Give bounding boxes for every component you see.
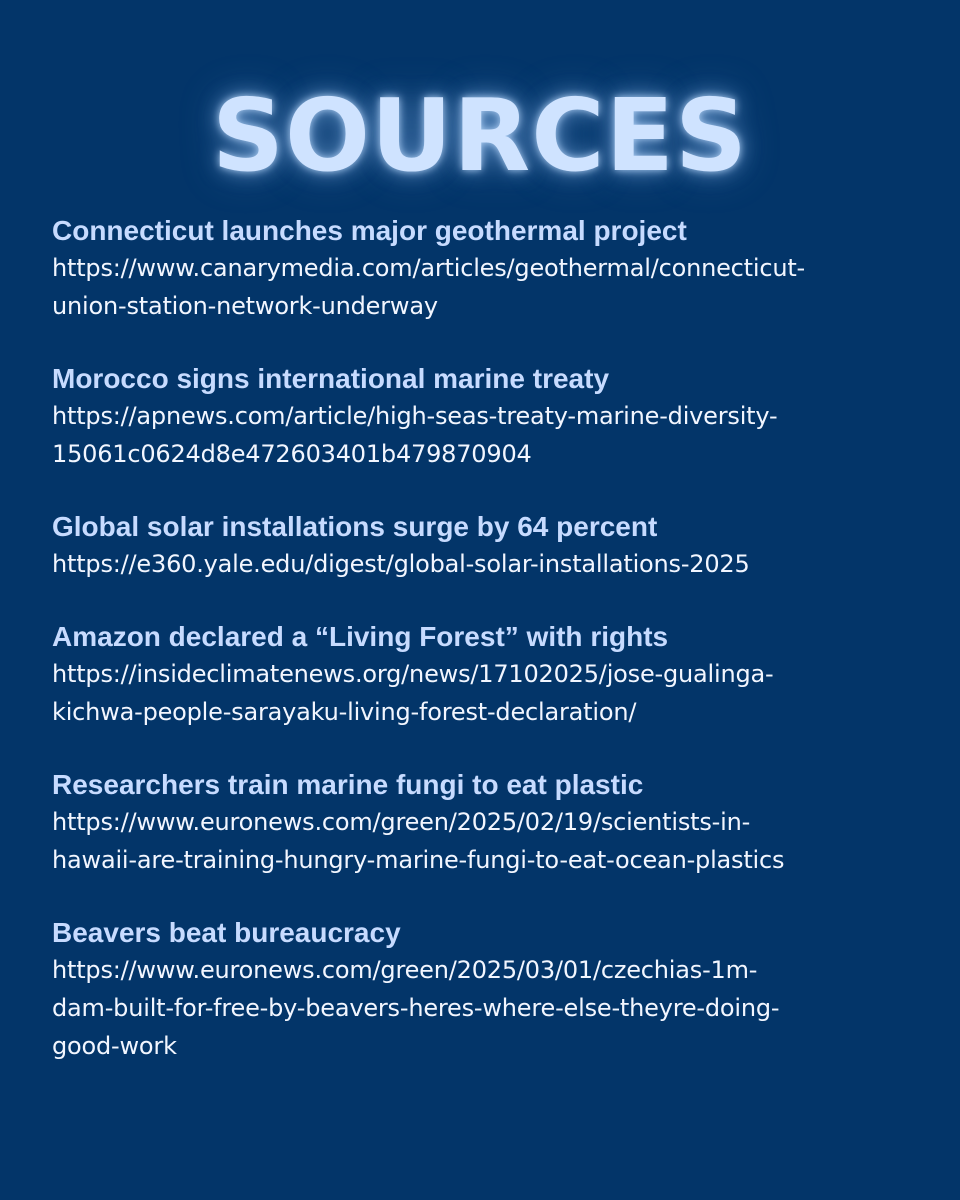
sources-list [52,213,908,1065]
source-url-line: dam-built-for-free-by-beavers-heres-where-else-theyre-doing- [52,994,780,1022]
page-title: SOURCES [212,77,748,194]
source-url-line: union-station-network-underway [52,292,438,320]
source-url-line: 15061c0624d8e472603401b479870904 [52,440,532,468]
source-url [52,803,908,879]
source-item [52,509,908,583]
source-url-line: good-work [52,1032,177,1060]
source-url [52,545,908,583]
source-title: Researchers train marine fungi to eat plastic [52,769,644,800]
source-url [52,397,908,473]
source-item [52,361,908,473]
source-url-line: https://www.euronews.com/green/2025/02/19/scientists-in- [52,808,751,836]
source-url-line: https://www.canarymedia.com/articles/geothermal/connecticut- [52,254,806,282]
source-url [52,655,908,731]
source-title: Beavers beat bureaucracy [52,917,401,948]
source-url-line: https://apnews.com/article/high-seas-treaty-marine-diversity- [52,402,778,430]
source-title: Morocco signs international marine treaty [52,363,610,394]
source-url-line: https://e360.yale.edu/digest/global-solar-installations-2025 [52,550,750,578]
source-title: Connecticut launches major geothermal project [52,215,687,246]
source-url-line: kichwa-people-sarayaku-living-forest-declaration/ [52,698,637,726]
source-item [52,767,908,879]
source-item [52,619,908,731]
source-url-line: https://www.euronews.com/green/2025/03/01/czechias-1m- [52,956,758,984]
source-item [52,213,908,325]
source-url [52,951,908,1065]
source-title: Global solar installations surge by 64 percent [52,511,658,542]
source-item [52,915,908,1065]
source-url-line: https://insideclimatenews.org/news/17102025/jose-gualinga- [52,660,774,688]
source-title: Amazon declared a “Living Forest” with rights [52,621,669,652]
source-url-line: hawaii-are-training-hungry-marine-fungi-to-eat-ocean-plastics [52,846,785,874]
source-url [52,249,908,325]
